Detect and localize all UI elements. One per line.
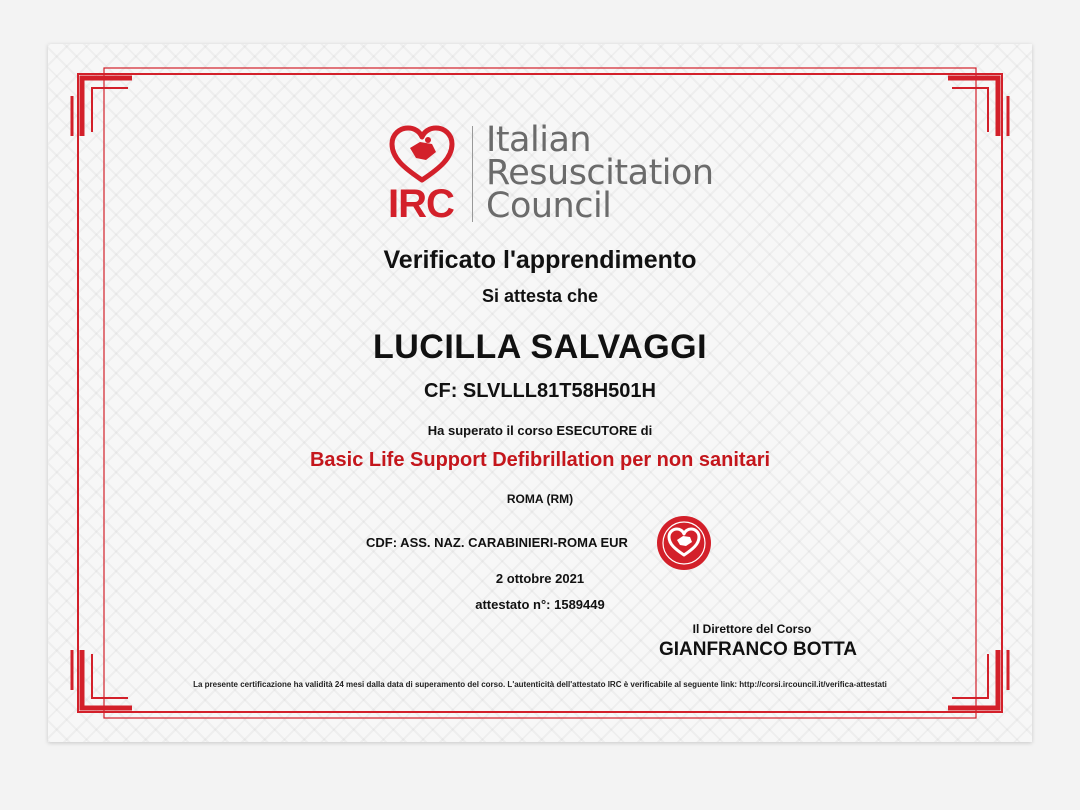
fiscal-code: CF: SLVLLL81T58H501H	[424, 380, 656, 402]
certificate-title: Verificato l'apprendimento	[383, 246, 697, 274]
certificate-number: attestato n°: 1589449	[475, 597, 605, 612]
logo-line-3: Council	[486, 186, 612, 226]
director-name: GIANFRANCO BOTTA	[658, 639, 858, 660]
certificate-date: 2 ottobre 2021	[495, 571, 585, 586]
course-name: Basic Life Support Defibrillation per non sanitari	[309, 449, 771, 471]
certificate-subtitle: Si attesta che	[481, 286, 599, 306]
certificate-page	[48, 44, 1032, 742]
irc-abbreviation: IRC	[388, 182, 454, 226]
validity-footer-note: La presente certificazione ha validità 24 mesi dalla data di superamento del corso. L'autenticità dell'attestato IRC è verificabile al seguente link: http://corsi.ircouncil.it/verifica-attestati	[193, 680, 887, 689]
certificate-content	[48, 44, 1032, 742]
course-city: ROMA (RM)	[506, 492, 574, 506]
irc-seal-icon	[656, 515, 712, 571]
logo-line-1: Italian	[486, 120, 592, 160]
director-label: Il Direttore del Corso	[692, 622, 812, 636]
logo-divider	[472, 126, 473, 222]
logo-wordmark	[486, 120, 714, 226]
logo-line-2: Resuscitation	[486, 153, 714, 193]
passed-text: Ha superato il corso ESECUTORE di	[427, 423, 653, 438]
training-center: CDF: ASS. NAZ. CARABINIERI-ROMA EUR	[366, 535, 628, 550]
holder-name: LUCILLA SALVAGGI	[372, 328, 708, 366]
irc-logo	[386, 120, 714, 226]
